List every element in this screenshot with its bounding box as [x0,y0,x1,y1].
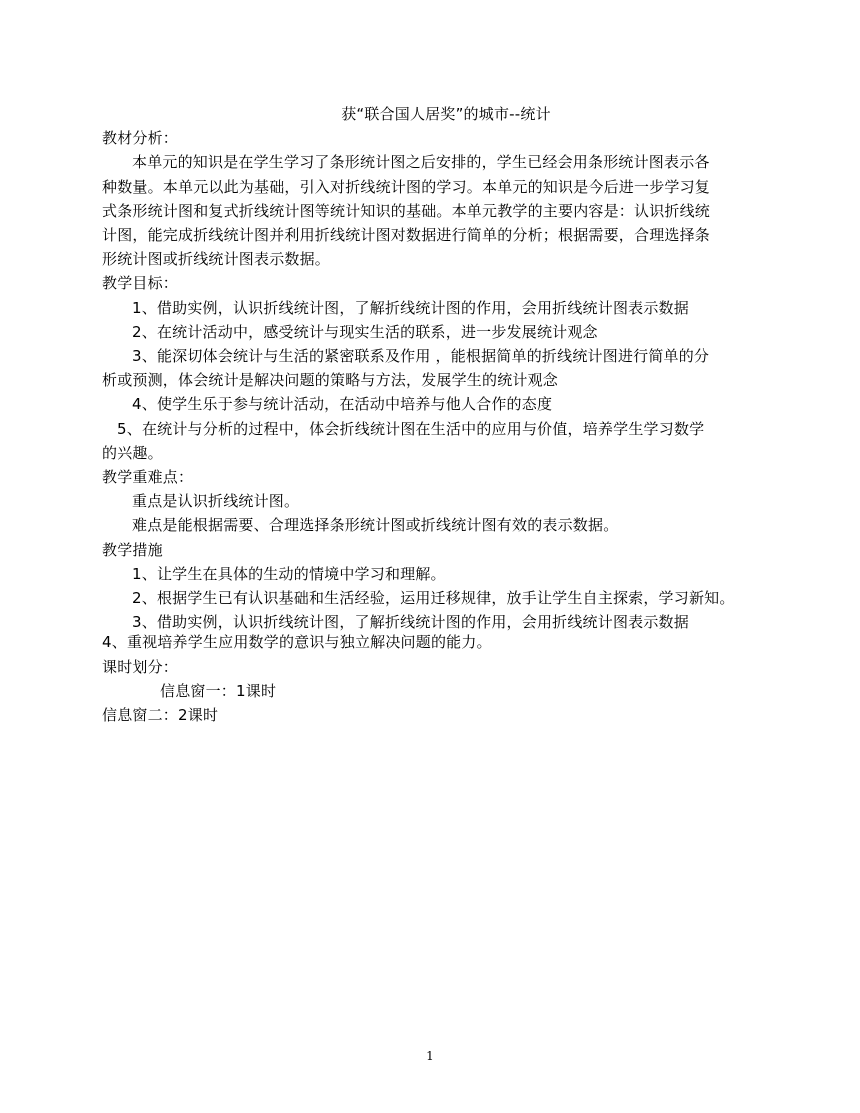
keypoint-difficulty: 难点是能根据需要、合理选择条形统计图或折线统计图有效的表示数据。 [132,516,619,535]
analysis-line: 形统计图或折线统计图表示数据。 [102,250,331,269]
measures-heading: 教学措施 [102,540,163,559]
measure-item-1: 1、让学生在具体的生动的情境中学习和理解。 [132,564,446,583]
keypoint-key: 重点是认识折线统计图。 [132,492,300,511]
analysis-line: 式条形统计图和复式折线统计图等统计知识的基础。本单元教学的主要内容是：认识折线统 [102,201,711,220]
objective-item-5-continued: 的兴趣。 [102,443,163,462]
document-body [102,102,778,727]
schedule-window-2: 信息窗二：2课时 [102,706,219,725]
analysis-heading: 教材分析： [102,129,179,148]
analysis-line: 种数量。本单元以此为基础，引入对折线统计图的学习。本单元的知识是今后进一步学习复 [102,177,711,196]
objective-item-1: 1、借助实例，认识折线统计图，了解折线统计图的作用，会用折线统计图表示数据 [132,298,689,317]
objective-item-2: 2、在统计活动中，感受统计与现实生活的联系，进一步发展统计观念 [132,322,598,341]
measure-item-4: 4、重视培养学生应用数学的意识与独立解决问题的能力。 [102,633,492,652]
keypoints-heading: 教学重难点： [102,468,194,487]
analysis-line: 计图，能完成折线统计图并利用折线统计图对数据进行简单的分析；根据需要，合理选择条 [102,226,711,245]
page-number: 1 [426,1049,434,1063]
measure-item-3: 3、借助实例，认识折线统计图，了解折线统计图的作用，会用折线统计图表示数据 [132,613,689,632]
objective-item-3: 3、能深切体会统计与生活的紧密联系及作用 ，能根据简单的折线统计图进行简单的分 [132,347,710,366]
objectives-heading: 教学目标： [102,274,179,293]
objective-item-4: 4、使学生乐于参与统计活动，在活动中培养与他人合作的态度 [132,395,553,414]
document-title: 获“联合国人居奖”的城市--统计 [341,105,551,123]
analysis-line: 本单元的知识是在学生学习了条形统计图之后安排的，学生已经会用条形统计图表示各 [132,153,710,172]
schedule-heading: 课时划分： [102,657,179,676]
objective-item-3-continued: 析或预测，体会统计是解决问题的策略与方法，发展学生的统计观念 [102,371,559,390]
schedule-window-1: 信息窗一：1课时 [160,681,277,700]
objective-item-5: 5、在统计与分析的过程中，体会折线统计图在生活中的应用与价值，培养学生学习数学 [117,419,705,438]
measure-item-2: 2、根据学生已有认识基础和生活经验，运用迁移规律，放手让学生自主探索，学习新知。 [132,589,735,608]
